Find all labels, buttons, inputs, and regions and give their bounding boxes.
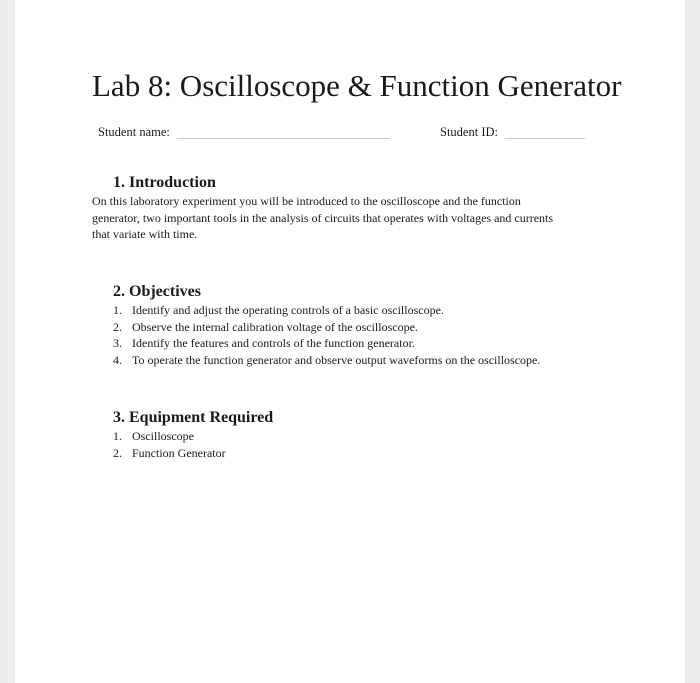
list-number: 1. — [113, 303, 122, 317]
student-name-label: Student name: — [98, 125, 170, 139]
list-number: 1. — [113, 429, 122, 443]
equipment-list — [113, 428, 226, 461]
list-text: Observe the internal calibration voltage of the oscilloscope. — [132, 319, 418, 334]
list-item — [113, 319, 540, 336]
introduction-line: On this laboratory experiment you will be introduced to the oscilloscope and the function — [92, 194, 521, 208]
list-number: 4. — [113, 352, 122, 367]
equipment-heading: 3. Equipment Required — [113, 409, 274, 426]
list-item — [113, 335, 540, 352]
introduction-line: generator, two important tools in the analysis of circuits that operates with voltages and currents — [92, 210, 554, 225]
list-number: 3. — [113, 336, 122, 350]
student-id-label: Student ID: — [440, 125, 498, 139]
introduction-heading: 1. Introduction — [113, 174, 216, 191]
list-item — [113, 445, 226, 462]
list-text: Identify and adjust the operating controls of a basic oscilloscope. — [132, 303, 444, 317]
document-page — [15, 0, 685, 683]
list-item — [113, 428, 226, 445]
list-text: Oscilloscope — [132, 429, 194, 443]
introduction-paragraph — [92, 193, 622, 243]
list-number: 2. — [113, 319, 122, 334]
document-title: Lab 8: Oscilloscope & Function Generator — [92, 68, 622, 103]
student-id-line — [505, 138, 585, 139]
list-item — [113, 352, 540, 369]
student-name-line — [177, 138, 390, 139]
objectives-list — [113, 302, 540, 368]
objectives-heading: 2. Objectives — [113, 283, 201, 300]
introduction-line: that variate with time. — [92, 227, 198, 241]
list-text: Function Generator — [132, 445, 226, 460]
list-text: To operate the function generator and observe output waveforms on the oscilloscope. — [132, 352, 541, 367]
list-text: Identify the features and controls of the function generator. — [132, 336, 415, 350]
list-number: 2. — [113, 445, 122, 460]
list-item — [113, 302, 540, 319]
